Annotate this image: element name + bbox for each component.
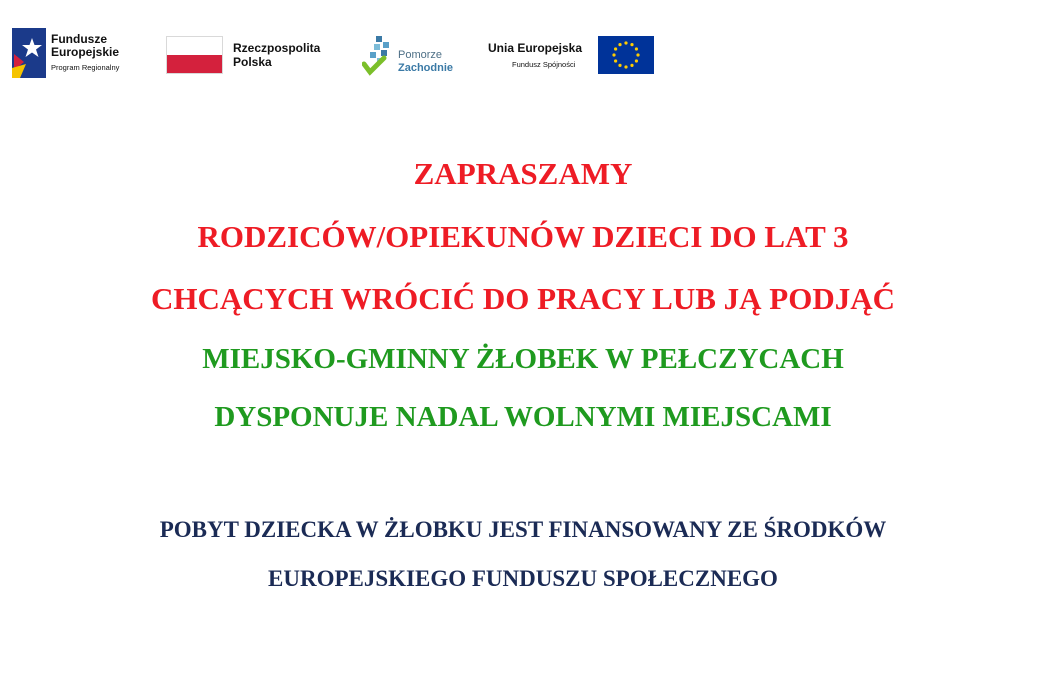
polish-flag-icon [166,36,223,74]
eu-star [630,64,633,67]
logo-bar [0,0,1046,110]
rzeczpospolita-line1: Rzeczpospolita [233,41,321,55]
fundusze-line1: Fundusze [51,32,107,46]
unia-europejska-logo [488,36,658,76]
funding-info-line1: POBYT DZIECKA W ŻŁOBKU JEST FINANSOWANY ZE ŚRODKÓW [159,517,887,542]
eu-star [635,59,638,62]
pomorze-zachodnie-icon [362,34,396,78]
fundusze-europejskie-logo [12,28,152,80]
pomorze-line1: Pomorze [398,49,443,61]
eu-star [635,47,638,50]
pomorze-line2: Zachodnie [398,62,454,74]
nursery-name-line: MIEJSKO-GMINNY ŻŁOBEK W PEŁCZYCACH [202,343,844,375]
eu-star [618,64,621,67]
rzeczpospolita-line2: Polska [233,55,272,69]
eu-star [624,65,627,68]
eu-star [624,41,627,44]
eu-funds-star-icon [12,28,48,78]
return-to-work-line: CHCĄCYCH WRÓCIĆ DO PRACY LUB JĄ PODJĄĆ [151,281,895,316]
target-audience-line: RODZICÓW/OPIEKUNÓW DZIECI DO LAT 3 [197,219,849,254]
eu-star [636,53,639,56]
pomorze-zachodnie-logo [362,34,462,78]
eu-flag-icon [598,36,654,74]
free-places-line: DYSPONUJE NADAL WOLNYMI MIEJSCAMI [214,401,832,433]
invite-heading: ZAPRASZAMY [413,156,633,191]
unia-line2: Fundusz Spójności [512,60,576,69]
funding-info-line2: EUROPEJSKIEGO FUNDUSZU SPOŁECZNEGO [268,566,778,591]
unia-line1: Unia Europejska [488,41,583,55]
eu-star [618,43,621,46]
fundusze-line2: Europejskie [51,45,120,59]
eu-star [614,47,617,50]
eu-star [630,43,633,46]
rzeczpospolita-polska-logo [166,36,346,76]
eu-star [614,59,617,62]
fundusze-line3: Program Regionalny [51,63,120,72]
eu-star [612,53,615,56]
